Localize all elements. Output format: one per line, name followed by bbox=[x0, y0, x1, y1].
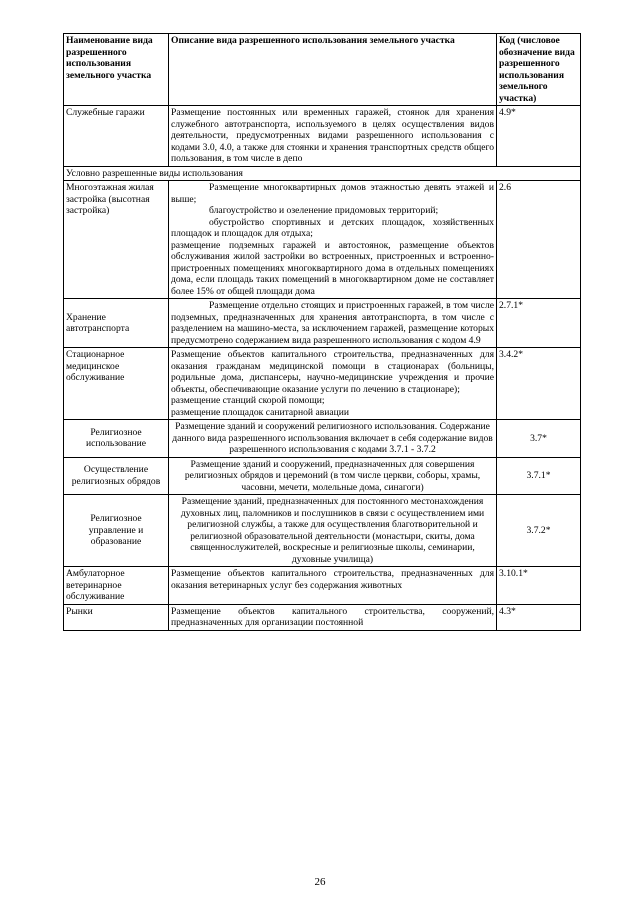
table-row bbox=[64, 495, 581, 567]
row-code: 3.7.2* bbox=[497, 495, 581, 567]
row-code: 4.3* bbox=[497, 604, 581, 630]
table-row bbox=[64, 457, 581, 495]
row-description bbox=[169, 348, 497, 420]
row-description: Размещение объектов капитального строительства, сооружений, предназначенных для организации постоянной bbox=[169, 604, 497, 630]
description-paragraph: размещение подземных гаражей и автостоянок, размещение объектов обслуживания жилой застройки во встроенных, пристроенных и встроенно-пристроенных помещениях многоквартирного дома в отдельных помещениях дома, если площадь таких помещений в многоквартирном доме не составляет более 15% от общей площади дома bbox=[171, 239, 494, 297]
header-code: Код (числовое обозначение вида разрешенного использования земельного участка) bbox=[497, 34, 581, 106]
row-code: 3.7.1* bbox=[497, 457, 581, 495]
row-name: Религиозное использование bbox=[64, 420, 169, 458]
description-paragraph: обустройство спортивных и детских площадок, хозяйственных площадок и площадок для отдыха; bbox=[171, 216, 494, 239]
page-number: 26 bbox=[314, 876, 326, 888]
land-use-table bbox=[63, 33, 581, 631]
table-row bbox=[64, 299, 581, 348]
row-code: 3.4.2* bbox=[497, 348, 581, 420]
description-paragraph: размещение площадок санитарной авиации bbox=[171, 406, 350, 418]
row-name: Стационарное медицинское обслуживание bbox=[64, 348, 169, 420]
row-description: Размещение зданий и сооружений религиозного использования. Содержание данного вида разрешенного использования включает в себя содержание видов разрешенного использования с кодами 3.7.1 - 3.7.2 bbox=[169, 420, 497, 458]
description-paragraph: Размещение объектов капитального строительства, предназначенных для оказания гражданам медицинской помощи в стационарах (больницы, родильные дома, диспансеры, научно-медицинские учреждения и прочие объекты, обеспечивающие оказание услуги по лечению в стационаре); bbox=[171, 349, 494, 395]
table-row bbox=[64, 420, 581, 458]
row-code: 2.7.1* bbox=[497, 299, 581, 348]
row-description: Размещение зданий, предназначенных для постоянного местонахождения духовных лиц, паломников и послушников в связи с осуществлением ими религиозной службы, а также для осуществления благотворительной и религиозной образовательной деятельности (монастыри, скиты, дома священнослужителей, воскресные и религиозные школы, семинарии, духовные училища) bbox=[169, 495, 497, 567]
section-row bbox=[64, 166, 581, 181]
row-code: 3.10.1* bbox=[497, 567, 581, 605]
row-description: Размещение зданий и сооружений, предназначенных для совершения религиозных обрядов и церемоний (в том числе церкви, соборы, храмы, часовни, мечети, молельные дома, синагоги) bbox=[169, 457, 497, 495]
row-description bbox=[169, 181, 497, 299]
table-row bbox=[64, 567, 581, 605]
row-name: Осуществление религиозных обрядов bbox=[64, 457, 169, 495]
row-code: 3.7* bbox=[497, 420, 581, 458]
section-title: Условно разрешенные виды использования bbox=[64, 166, 581, 181]
row-name: Многоэтажная жилая застройка (высотная застройка) bbox=[64, 181, 169, 299]
row-description: Размещение объектов капитального строительства, предназначенных для оказания ветеринарных услуг без содержания животных bbox=[169, 567, 497, 605]
table-header-row bbox=[64, 34, 581, 106]
header-description: Описание вида разрешенного использования земельного участка bbox=[169, 34, 497, 106]
row-name: Рынки bbox=[64, 604, 169, 630]
table-row bbox=[64, 106, 581, 167]
description-paragraph: размещение станций скорой помощи; bbox=[171, 395, 325, 406]
table-row bbox=[64, 348, 581, 420]
row-code: 2.6 bbox=[497, 181, 581, 299]
description-paragraph: Размещение многоквартирных домов этажностью девять этажей и выше; bbox=[171, 182, 494, 205]
header-name: Наименование вида разрешенного использования земельного участка bbox=[64, 34, 169, 106]
description-paragraph: благоустройство и озеленение придомовых территорий; bbox=[209, 205, 439, 216]
row-description: Размещение отдельно стоящих и пристроенных гаражей, в том числе подземных, предназначенных для хранения автотранспорта, в том числе с разделением на машино-места, за исключением гаражей, размещение которых предусмотрено содержанием вида разрешенного использования с кодом 4.9 bbox=[169, 299, 497, 348]
table-row bbox=[64, 181, 581, 299]
table-row bbox=[64, 604, 581, 630]
row-description: Размещение постоянных или временных гаражей, стоянок для хранения служебного автотранспорта, используемого в целях осуществления видов деятельности, предусмотренных видами разрешенного использования с кодами 3.0, 4.0, а также для стоянки и хранения транспортных средств общего пользования, в том числе в депо bbox=[169, 106, 497, 167]
row-name: Амбулаторное ветеринарное обслуживание bbox=[64, 567, 169, 605]
row-name: Хранение автотранспорта bbox=[64, 299, 169, 348]
row-code: 4.9* bbox=[497, 106, 581, 167]
row-name: Служебные гаражи bbox=[64, 106, 169, 167]
row-name: Религиозное управление и образование bbox=[64, 495, 169, 567]
